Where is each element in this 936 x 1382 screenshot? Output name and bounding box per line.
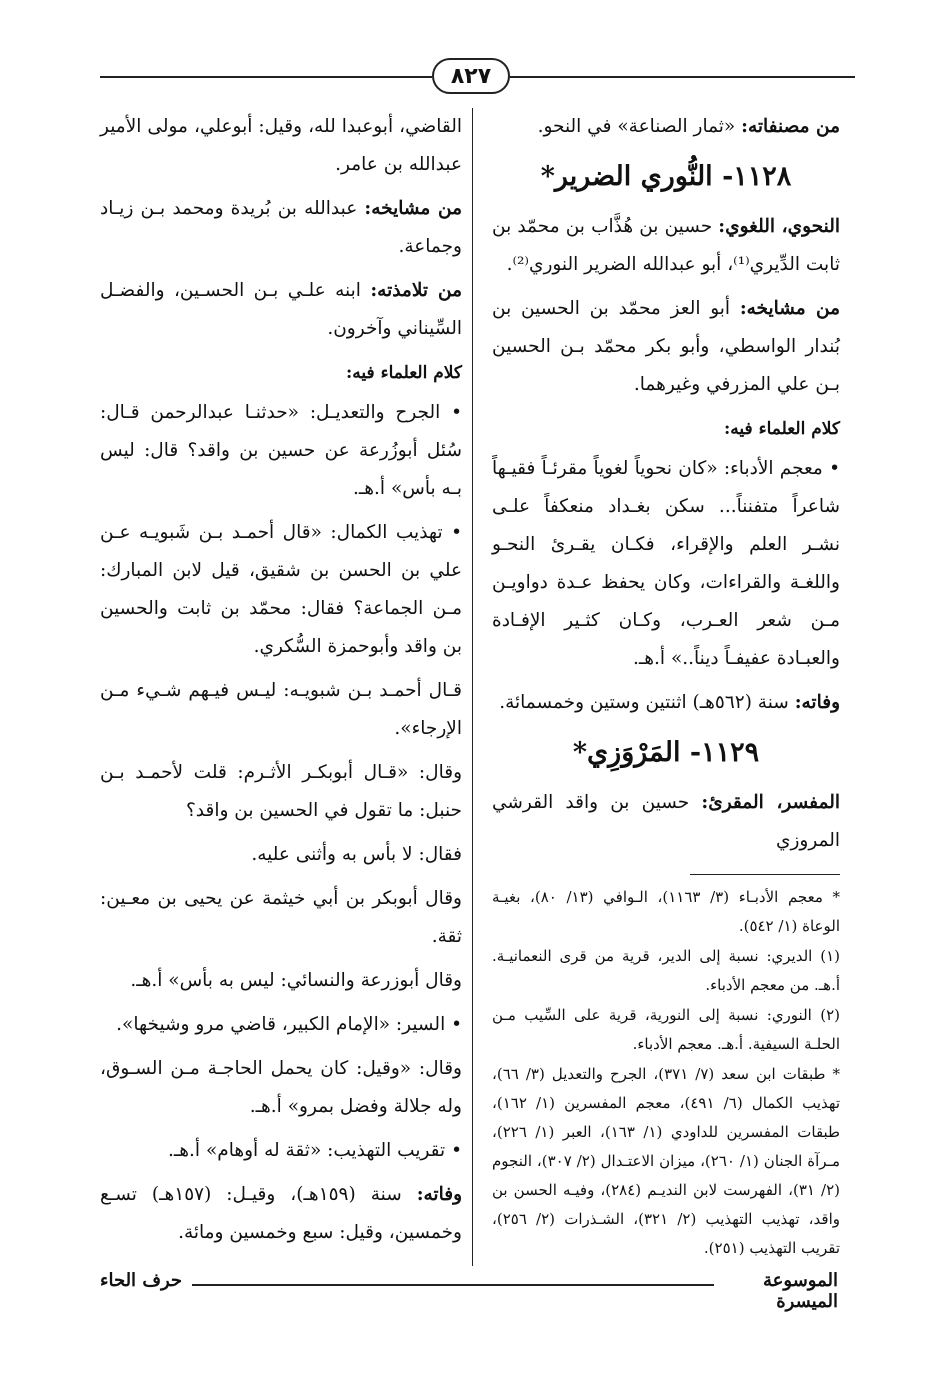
quote-athram: وقال: «قـال أبوبكـر الأثـرم: قلت لأحمـد بـن حنبل: ما تقول في الحسين بن واقد؟: [100, 762, 462, 821]
entry-1128-desc-text: حسين بن هُذَّاب بن محمّد بن ثابت الدِّيري⁽¹⁾، أبو عبدالله الضرير النوري⁽²⁾.: [492, 216, 840, 275]
entry-1129-teachers-text: عبدالله بن بُريدة ومحمد بـن زيـاد وجماعة.: [100, 198, 462, 257]
entry-1129-teachers-lead: من مشايخه:: [364, 198, 462, 219]
header-rule-right: [510, 76, 855, 78]
quote-jarh: • الجرح والتعديـل: «حدثنـا عبدالرحمن قـال: سُئل أبوزُرعة عن حسين بن واقد؟ قال: ليس بـه بأس» أ.هـ.: [100, 402, 462, 499]
left-column: [100, 108, 462, 1258]
entry-1128-death: [492, 684, 840, 722]
entry-1129-scholars-heading: كلام العلماء فيه:: [346, 363, 462, 383]
right-column: [492, 108, 840, 1258]
quote-abuzura: وقال أبوزرعة والنسائي: ليس به بأس» أ.هـ.: [130, 970, 462, 991]
column-divider: [472, 108, 473, 1266]
intro-paragraph: [492, 108, 840, 146]
entry-1129-teachers: [100, 190, 462, 266]
entry-1128-death-lead: وفاته:: [794, 692, 840, 713]
quote-faqal: فقال: لا بأس به وأثنى عليه.: [251, 844, 462, 865]
quote-khaythama: وقال أبوبكر بن أبي خيثمة عن يحيى بن معـين: ثقة.: [100, 888, 462, 947]
entry-1128-death-text: سنة (٥٦٢هـ) اثنتين وستين وخمسمائة.: [499, 692, 795, 713]
footnote: (١) الديري: نسبة إلى الدير، قرية من قرى النعمانيـة. أ.هـ. من معجم الأدباء.: [492, 947, 840, 994]
footnote: (٢) النوري: نسبة إلى النورية، قرية على السِّيب مـن الحلـة السيفية. أ.هـ. معجم الأدباء.: [492, 1006, 840, 1053]
quote-siyar-cont: وقال: «وقيل: كان يحمل الحاجـة مـن السـوق، وله جلالة وفضل بمرو» أ.هـ.: [100, 1058, 462, 1117]
footer-rule: [192, 1284, 714, 1286]
intro-lead: من مصنفاته:: [741, 116, 840, 137]
entry-1128-desc-lead: النحوي، اللغوي:: [718, 216, 840, 237]
entry-1129-students-text: ابنه علـي بـن الحسـين، والفضـل السِّيناني وآخرون.: [100, 280, 462, 339]
quote-siyar: • السير: «الإمام الكبير، قاضي مرو وشيخها».: [116, 1014, 462, 1035]
entry-1129-description: [492, 784, 840, 860]
footnote: * معجم الأدبـاء (٣/ ١١٦٣)، الـوافي (١٣/ ٨٠)، بغيـة الوعاة (١/ ٥٤٢).: [492, 888, 841, 935]
quote-taqrib: • تقريب التهذيب: «ثقة له أوهام» أ.هـ.: [168, 1140, 462, 1161]
footer-section: حرف الحاء: [100, 1270, 183, 1291]
entry-1129-students: [100, 272, 462, 348]
entry-1128-quote: • معجم الأدباء: «كان نحوياً لغوياً مقرئـاً فقيـهاً شاعراً متفنناً... سكن بغـداد منعكفاً علـى نشـر العلم والإقراء، فكـان يقـرئ النحـو واللغـة والقراءات، وكان يحفظ عـدة دواويـن مـن شعر العـرب، وكـان كثـير الإفـادة والعبـادة عفيفـاً ديناً..» أ.هـ.: [492, 458, 840, 669]
entry-1128-teachers-text: أبو العز محمّد بن الحسين بن بُندار الواسطي، وأبو بكر محمّد بـن الحسين بـن علي المزرفي وغيرهما.: [492, 298, 840, 395]
quote-ahmad: قـال أحمـد بـن شبويـه: ليـس فيـهم شـيء مـن الإرجاء».: [100, 680, 462, 739]
entry-1129-death-text: سنة (١٥٩هـ)، وقيـل: (١٥٧هـ) تسـع وخمسين، وقيل: سبع وخمسين ومائة.: [100, 1184, 462, 1243]
quote-tahdhib: • تهذيب الكمال: «قال أحمـد بـن شَبويـه عـن علي بن الحسن بن شقيق، قيل لابن المبارك: مـن الجماعة؟ فقال: محمّد بن ثابت والحسين بن واقد وأبوحمزة السُّكري.: [100, 522, 462, 657]
header-rule-left: [100, 76, 432, 78]
entry-1129-death: [100, 1176, 462, 1252]
entry-1128-title: ١١٢٨- النُّوري الضرير*: [540, 161, 792, 192]
entry-1129-desc-lead: المفسر، المقرئ:: [701, 792, 840, 813]
page-number: [432, 58, 510, 94]
entry-1129-desc-text: حسين بن واقد القرشي المروزي: [492, 792, 840, 851]
entry-1128-description: [492, 208, 840, 284]
page-number-text: ٨٢٧: [450, 63, 492, 89]
intro-text: «ثمار الصناعة» في النحو.: [537, 116, 742, 137]
entry-1129-students-lead: من تلامذته:: [370, 280, 462, 301]
entry-1128-scholars-heading: كلام العلماء فيه:: [724, 419, 840, 439]
footnote: * طبقات ابن سعد (٧/ ٣٧١)، الجرح والتعديل (٣/ ٦٦)، تهذيب الكمال (٦/ ٤٩١)، معجم المفسرين (١/ ١٦٢)، طبقات المفسرين للداودي (١/ ١٦٣)، العبر (١/ ٢٢٦)، مـرآة الجنان (١/ ٢٦٠)، ميزان الاعتـدال (٢/ ٣٠٧)، النجوم (٢/ ٣١)، الفهرست لابن النديـم (٢٨٤)، وفيـه الحسن بن واقد، تهذيب التهذيب (٢/ ٣٢١)، الشـذرات (٢/ ٢٥٦)، تقريب التهذيب (٢٥١).: [492, 1065, 841, 1257]
footer-book-title: الموسوعة الميسرة: [763, 1270, 838, 1312]
entry-1128-teachers-lead: من مشايخه:: [739, 298, 840, 319]
entry-1129-title: ١١٢٩- المَرْوَزِي*: [572, 737, 760, 768]
footnote-rule: [690, 874, 840, 875]
entry-1128-teachers: [492, 290, 840, 404]
entry-1129-death-lead: وفاته:: [416, 1184, 462, 1205]
entry-1129-continued: القاضي، أبوعبدا لله، وقيل: أبوعلي، مولى الأمير عبدالله بن عامر.: [100, 116, 462, 175]
